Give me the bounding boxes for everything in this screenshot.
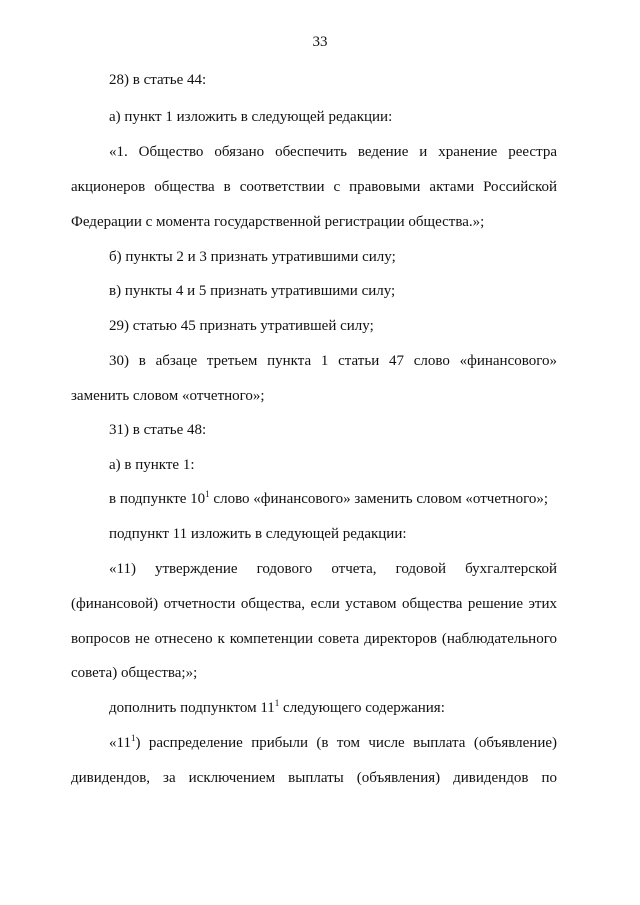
- superscript: 1: [130, 733, 136, 743]
- superscript: 1: [274, 698, 280, 708]
- subparagraph-11-intro: подпункт 11 изложить в следующей редакции:: [109, 526, 407, 542]
- text-segment: дополнить подпунктом 11: [109, 700, 275, 716]
- quote-11-line-4: совета) общества;»;: [71, 665, 198, 681]
- superscript: 1: [205, 489, 210, 499]
- paragraph-item-30-line-1: 30) в абзаце третьем пункта 1 статьи 47 слово «финансового»: [109, 353, 557, 369]
- supplement-intro: [109, 699, 445, 717]
- paragraph-item-30-line-2: заменить словом «отчетного»;: [71, 388, 265, 404]
- paragraph-item-31-a: а) в пункте 1:: [109, 457, 195, 473]
- paragraph-item-v: в) пункты 4 и 5 признать утратившими силу;: [109, 283, 396, 299]
- paragraph-item-28: 28) в статье 44:: [109, 72, 207, 88]
- text-segment: «11: [109, 735, 131, 751]
- paragraph-item-29: 29) статью 45 признать утратившей силу;: [109, 318, 374, 334]
- quote-line-2: акционеров общества в соответствии с правовыми актами Российской: [71, 179, 557, 195]
- text-segment: следующего содержания:: [279, 700, 445, 716]
- paragraph-item-b: б) пункты 2 и 3 признать утратившими силу;: [109, 249, 396, 265]
- text-segment: ) распределение прибыли (в том числе выплата (объявление): [135, 735, 557, 751]
- quote-11-1-line-1: [109, 734, 557, 752]
- quote-11-line-2: (финансовой) отчетности общества, если уставом общества решение этих: [71, 596, 557, 612]
- quote-11-line-1: «11) утверждение годового отчета, годовой бухгалтерской: [109, 561, 557, 577]
- quote-11-line-3: вопросов не отнесено к компетенции совета директоров (наблюдательного: [71, 631, 557, 647]
- text-segment: слово «финансового» заменить словом «отчетного»;: [209, 491, 549, 507]
- page-number: 33: [312, 34, 328, 50]
- paragraph-item-31: 31) в статье 48:: [109, 422, 207, 438]
- quote-line-3: Федерации с момента государственной регистрации общества.»;: [71, 214, 485, 230]
- subparagraph-10-1-line: [109, 490, 548, 508]
- quote-line-1: «1. Общество обязано обеспечить ведение и хранение реестра: [109, 144, 557, 160]
- text-segment: в подпункте 10: [109, 491, 206, 507]
- quote-11-1-line-2: дивидендов, за исключением выплаты (объявления) дивидендов по: [71, 770, 557, 786]
- paragraph-item-a: а) пункт 1 изложить в следующей редакции:: [109, 109, 393, 125]
